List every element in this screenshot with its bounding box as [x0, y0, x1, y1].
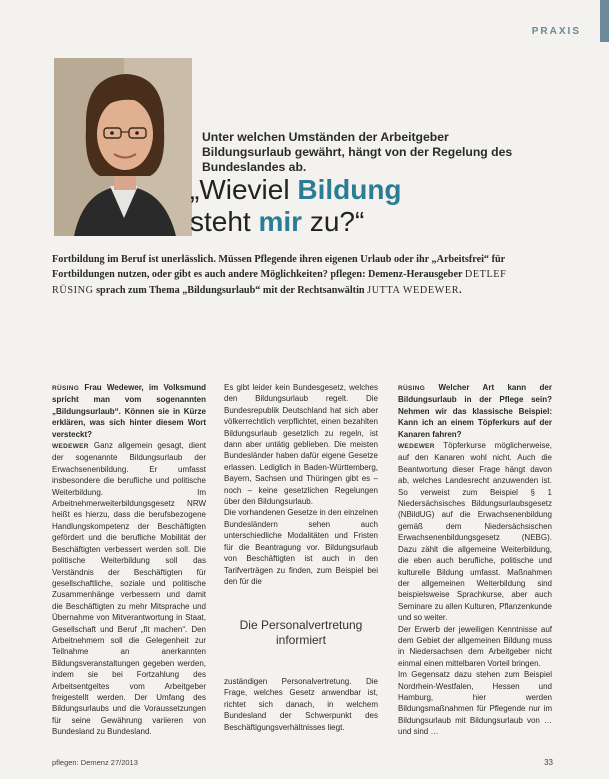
answer-text: Töpferkurse möglicherweise, auf den Kanaren wohl nicht. Auch die Beantwortung dieser Frage hängt davon ab, welches Landesrecht anzuwenden ist. So verweist zum Beispiel § 1 Niedersächsisches Bildungsurlaubsgesetz (NBildUG) auf die Erwachsenenbildung gemäß dem Niedersächsischen Erwachsenenbildungsgesetz (NEBG). Dazu zählt die allgemeine Weiterbildung, die eben auch berufliche, politische und kulturelle Bildung umfasst. Maßnahmen der allgemeinen Weiterbildung sind beispielsweise Sprachkurse, aber auch Seminare zu allen Kulturen, Pflanzenkunde und so weiter. — [398, 441, 553, 623]
page-number: 33 — [544, 758, 553, 767]
author-photo — [54, 58, 192, 236]
lead-text: Fortbildung im Beruf ist unerlässlich. Müssen Pflegende ihren eigenen Urlaub oder ihr „Arbeitsfrei“ für Fortbildungen nutzen, oder gibt es auch andere Möglichkeiten? pflegen: Demenz-Herausgeber — [52, 254, 505, 281]
speaker-tag: WEDEWER — [398, 443, 435, 451]
speaker-tag: RÜSING — [398, 385, 426, 392]
article-headline — [190, 174, 490, 238]
lead-text: sprach zum Thema „Bildungsurlaub“ mit der Rechtsanwältin — [96, 284, 365, 296]
answer-paragraph: Es gibt leider kein Bundesgesetz, welches den Bildungsurlaub regelt. Die Bundesrepublik Deutschland hat sich aber völkerrechtlich verpflichtet, einen bezahlten Bildungsurlaub gesetzlich zu regeln, ist dann aber untätig geblieben. Die meisten Bundesländer haben dafür eigene Gesetze erlassen. Lediglich in Baden-Württemberg, Bayern, Sachsen und Thüringen gibt es – noch – keine gesetzlichen Regelungen über den Bildungsurlaub. — [224, 383, 378, 507]
answer-paragraph: Im Gegensatz dazu stehen zum Beispiel Nordrhein-Westfalen, Hessen und Hamburg, hier werden Bildungsmaßnahmen für Pflegende nur im Bildungsurlaub mit Bildungsurlaub von … und sind … — [398, 670, 552, 737]
section-label: PRAXIS — [531, 26, 581, 37]
article-column-3 — [398, 382, 552, 738]
article-column-1 — [52, 382, 206, 738]
headline-highlight: Bildung — [297, 174, 402, 205]
answer-text: Ganz allgemein gesagt, dient der sogenannte Bildungsurlaub der Erwachsenenbildung. Er umfasst insbesondere die berufliche und politische Weiterbildung. Im Arbeitnehmerweiterbildungsgesetz NRW heißt es hierzu, dass die berufsbezogene Handlungskompetenz der Beschäftigten gefördert und die berufliche Mobilität der Beschäftigten verbessert werden soll. Die politische Weiterbildung soll das Verständnis der Beschäftigten für gesellschaftliche, soziale und politische Zusammenhänge verbessern und damit die Beschäftigten zu mehr Mitsprache und Übernahme von Mitverantwortung in Staat, Gesellschaft und Beruf „fit machen“. Den Arbeitnehmern soll die Gelegenheit zur Teilnahme an anerkannten Bildungsveranstaltungen gegeben werden, indem sie bei Fortzahlung des Arbeitsentgeltes vom Arbeitgeber freigestellt werden. Der Umfang des Bildungsurlaubs und die Voraussetzungen für seine Gewährung variieren von Bundesland zu Bundesland. — [52, 441, 206, 737]
pull-quote: Die Personalvertretung informiert — [239, 618, 363, 647]
answer-paragraph: Der Erwerb der jeweiligen Kenntnisse auf dem Gebiet der allgemeinen Bildung muss in Niedersachsen dem Arbeitgeber nicht einmal einen mittelbaren Vorteil bringen. — [398, 624, 552, 668]
answer-paragraph — [52, 440, 206, 738]
article-column-2-continued — [224, 676, 378, 733]
headline-part: steht — [190, 206, 259, 237]
answer-paragraph — [398, 440, 552, 624]
answer-paragraph: Die vorhandenen Gesetze in den einzelnen Bundesländern sehen auch unterschiedliche Modalitäten und Fristen für die Beantragung vor. Bildungsurlaub von Beschäftigten ist auch in den Tarifverträgen zu finden, zum Beispiel bei den für die — [224, 508, 378, 586]
answer-paragraph: zuständigen Personalvertretung. Die Frage, welches Gesetz anwendbar ist, richtet sich danach, in welchem Bundesland der Schwerpunkt des Beschäftigungsverhältnisses liegt. — [224, 677, 378, 732]
portrait-image — [54, 58, 192, 236]
intro-text: Unter welchen Umständen der Arbeitgeber Bildungsurlaub gewährt, hängt von der Regelung des Bundeslandes ab. — [202, 130, 513, 174]
question-paragraph — [398, 382, 552, 440]
headline-part: „Wieviel — [190, 174, 298, 205]
question-text: Frau Wedewer, im Volksmund spricht man vom sogenannten „Bildungsurlaub“. Können sie in Kürze erklären, was sich hinter diesem Wort versteckt? — [52, 383, 206, 439]
headline-highlight: mir — [258, 206, 303, 237]
lead-name: DETLEF RÜSING — [52, 269, 507, 296]
magazine-footer: pflegen: Demenz 27/2013 — [52, 758, 138, 767]
section-edge-tab — [600, 0, 609, 42]
question-paragraph — [52, 382, 206, 440]
article-column-2 — [224, 382, 378, 587]
question-text: Welcher Art kann der Bildungsurlaub in der Pflege sein? Nehmen wir das klassische Beispiel: Kann ich an einem Töpferkurs auf der Kanaren fahren? — [398, 383, 552, 439]
lead-name: JUTTA WEDEWER — [367, 284, 460, 296]
lead-text: . — [459, 284, 462, 296]
speaker-tag: RÜSING — [52, 385, 80, 392]
lead-paragraph — [52, 252, 530, 298]
speaker-tag: WEDEWER — [52, 443, 89, 451]
headline-part: zu?“ — [302, 206, 365, 237]
